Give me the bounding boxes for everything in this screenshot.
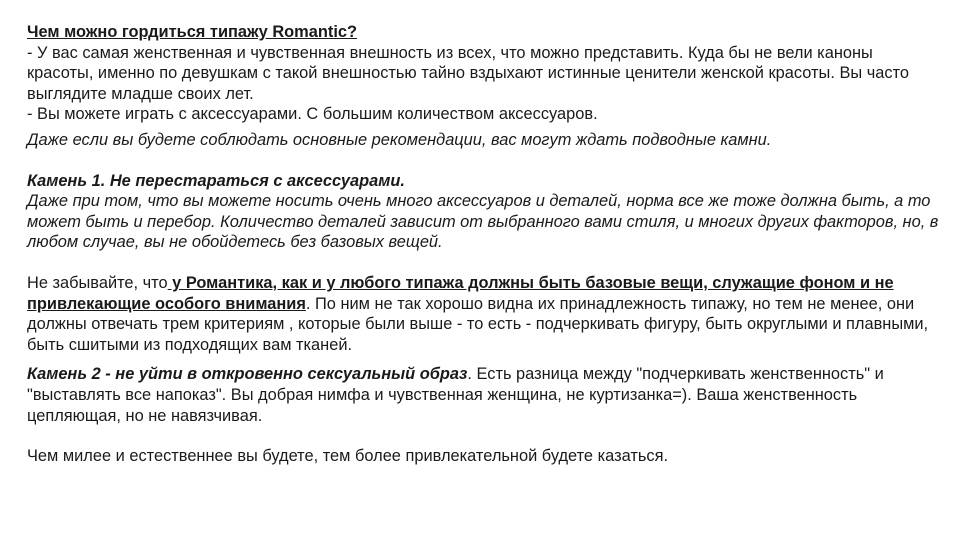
basics-emphasis: у Романтика, как и у любого типажа должны быть базовые вещи, служащие фоном и не привлекающие особого внимания xyxy=(27,273,894,313)
slide-content xyxy=(27,22,942,467)
closing-paragraph: Чем милее и естественнее вы будете, тем более привлекательной будете казаться. xyxy=(27,447,669,466)
stone-1-title: Камень 1. Не перестараться с аксессуарами. xyxy=(27,171,405,190)
basic-items-paragraph xyxy=(27,273,942,355)
romantic-pride-section xyxy=(27,22,942,125)
basics-prefix: Не забывайте, что xyxy=(27,273,168,292)
stone-2-text: . Есть разница между "подчеркивать женственность" и "выставлять все напоказ". Вы добрая нимфа и чувственная женщина, не куртизанка=). Ваша женственность цепляющая, но не навязчивая. xyxy=(27,365,884,425)
section-heading: Чем можно гордиться типажу Romantic? xyxy=(27,23,358,41)
basics-suffix: . По ним не так хорошо видна их принадлежность типажу, но тем не менее, они должны отвечать трем критериям , которые были выше - то есть - подчеркивать фигуру, быть округлыми и плавными, быть сшитыми из подходящих вам тканей. xyxy=(27,294,929,354)
stone-2-section xyxy=(27,364,942,426)
stone-1-text: Даже при том, что вы можете носить очень много аксессуаров и деталей, норма все же тоже должна быть, а то может быть и перебор. Количество деталей зависит от выбранного вами стиля, и многих других факторов, но, в любом случае, вы не обойдетесь без базовых вещей. xyxy=(27,192,939,252)
stone-1-section xyxy=(27,171,942,253)
pride-point-2: - Вы можете играть с аксессуарами. С большим количеством аксессуаров. xyxy=(27,105,598,124)
stone-2-title: Камень 2 - не уйти в откровенно сексуальный образ xyxy=(27,365,468,384)
pride-point-1: - У вас самая женственная и чувственная внешность из всех, что можно представить. Куда бы не вели каноны красоты, именно по девушкам с такой внешностью тайно вздыхают истинные ценители женской красоты. Вы часто выглядите младше своих лет. xyxy=(27,43,909,103)
intro-paragraph: Даже если вы будете соблюдать основные рекомендации, вас могут ждать подводные камни. xyxy=(27,130,772,149)
